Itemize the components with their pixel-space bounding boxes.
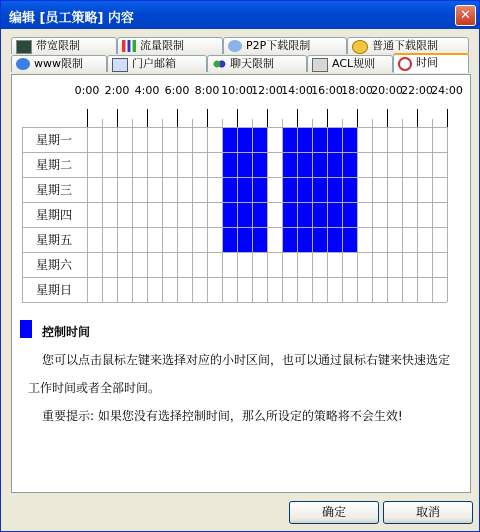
day-label: 星期日 — [35, 283, 73, 297]
tab-time[interactable] — [393, 53, 469, 73]
time-label: 18:00 — [341, 84, 373, 97]
tab-label: ACL规则 — [332, 57, 376, 70]
tab-label: 流量限制 — [140, 39, 184, 52]
time-label: 20:00 — [371, 84, 403, 97]
tab-bandwidth[interactable] — [11, 37, 117, 54]
time-label: 6:00 — [164, 84, 190, 97]
time-label: 16:00 — [311, 84, 343, 97]
tab-label: www限制 — [34, 57, 83, 70]
time-label: 10:00 — [221, 84, 253, 97]
time-label: 24:00 — [431, 84, 463, 97]
tab-row-2 — [11, 55, 469, 73]
selected-hour-cell[interactable] — [342, 177, 357, 202]
selected-hour-cell[interactable] — [297, 177, 312, 202]
p2p-icon — [228, 40, 242, 52]
selected-hour-cell[interactable] — [312, 127, 327, 152]
day-label: 星期五 — [35, 233, 73, 247]
selected-hour-cell[interactable] — [252, 177, 267, 202]
selected-hour-cell[interactable] — [282, 127, 297, 152]
bandwidth-icon — [16, 40, 32, 54]
time-label: 4:00 — [134, 84, 160, 97]
selected-hour-cell[interactable] — [282, 202, 297, 227]
selected-hour-cell[interactable] — [327, 177, 342, 202]
ie-icon — [16, 58, 30, 70]
help-text-1: 您可以点击鼠标左键来选择对应的小时区间，也可以通过鼠标右键来快速选定 — [42, 353, 451, 367]
selected-hour-cell[interactable] — [252, 227, 267, 252]
selected-hour-cell[interactable] — [342, 152, 357, 177]
day-label: 星期二 — [35, 158, 73, 172]
selected-hour-cell[interactable] — [222, 227, 237, 252]
selected-hour-cell[interactable] — [312, 227, 327, 252]
tab-acl[interactable] — [307, 55, 393, 72]
time-label: 22:00 — [401, 84, 433, 97]
selected-hour-cell[interactable] — [222, 152, 237, 177]
selected-hour-cell[interactable] — [327, 202, 342, 227]
selected-hour-cell[interactable] — [252, 152, 267, 177]
day-label: 星期六 — [35, 258, 73, 272]
cancel-button[interactable]: 取消 — [383, 501, 473, 524]
close-button[interactable] — [455, 5, 476, 26]
title-bar[interactable] — [1, 1, 479, 29]
selected-hour-cell[interactable] — [237, 227, 252, 252]
ok-button[interactable]: 确定 — [289, 501, 379, 524]
day-label: 星期一 — [35, 133, 73, 147]
tab-label: P2P下载限制 — [246, 39, 311, 52]
help-text-2: 工作时间或者全部时间。 — [28, 381, 161, 395]
tab-label: 带宽限制 — [36, 39, 80, 52]
time-label: 0:00 — [74, 84, 100, 97]
selected-hour-cell[interactable] — [312, 152, 327, 177]
close-icon: ✕ — [460, 8, 471, 23]
selected-hour-cell[interactable] — [282, 227, 297, 252]
time-label: 8:00 — [194, 84, 220, 97]
help-text-3: 重要提示: 如果您没有选择控制时间，那么所设定的策略将不会生效! — [42, 409, 403, 423]
selected-hour-cell[interactable] — [327, 152, 342, 177]
selected-hour-cell[interactable] — [237, 127, 252, 152]
selected-hour-cell[interactable] — [312, 202, 327, 227]
selected-hour-cell[interactable] — [342, 227, 357, 252]
traffic-icon — [122, 40, 136, 52]
selected-hour-cell[interactable] — [327, 127, 342, 152]
mail-icon — [112, 58, 128, 72]
acl-icon — [312, 58, 328, 72]
tab-traffic[interactable] — [117, 37, 223, 54]
tab-label: 门户邮箱 — [132, 57, 176, 70]
legend-label: 控制时间 — [42, 325, 91, 339]
selected-hour-cell[interactable] — [252, 202, 267, 227]
selected-hour-cell[interactable] — [222, 177, 237, 202]
selected-hour-cell[interactable] — [237, 202, 252, 227]
selected-hour-cell[interactable] — [342, 127, 357, 152]
tab-download[interactable] — [347, 37, 469, 54]
selected-hour-cell[interactable] — [282, 152, 297, 177]
tab-p2p[interactable] — [223, 37, 347, 54]
clock-icon — [398, 57, 412, 71]
tab-chat[interactable] — [207, 55, 307, 72]
tab-label: 聊天限制 — [230, 57, 274, 70]
tab-label: 普通下载限制 — [372, 39, 438, 52]
tab-mail[interactable] — [107, 55, 207, 72]
selected-hour-cell[interactable] — [252, 127, 267, 152]
time-panel — [11, 74, 471, 493]
selected-hour-cell[interactable] — [297, 227, 312, 252]
selected-hour-cell[interactable] — [222, 202, 237, 227]
chat-icon — [212, 58, 226, 70]
schedule-grid[interactable] — [12, 75, 470, 315]
day-label: 星期三 — [35, 183, 73, 197]
selected-hour-cell[interactable] — [327, 227, 342, 252]
tab-label: 时间 — [416, 56, 438, 69]
selected-hour-cell[interactable] — [222, 127, 237, 152]
time-label: 14:00 — [281, 84, 313, 97]
tab-www[interactable] — [11, 55, 107, 72]
window-title: 编辑 [员工策略] 内容 — [9, 11, 134, 26]
selected-hour-cell[interactable] — [312, 177, 327, 202]
selected-hour-cell[interactable] — [237, 177, 252, 202]
time-label: 12:00 — [251, 84, 283, 97]
download-icon — [352, 40, 368, 54]
selected-hour-cell[interactable] — [297, 202, 312, 227]
selected-hour-cell[interactable] — [297, 127, 312, 152]
legend-swatch — [20, 320, 32, 338]
selected-hour-cell[interactable] — [282, 177, 297, 202]
time-label: 2:00 — [104, 84, 130, 97]
selected-hour-cell[interactable] — [342, 202, 357, 227]
day-label: 星期四 — [35, 208, 73, 222]
selected-hour-cell[interactable] — [237, 152, 252, 177]
button-bar — [1, 497, 479, 531]
selected-hour-cell[interactable] — [297, 152, 312, 177]
